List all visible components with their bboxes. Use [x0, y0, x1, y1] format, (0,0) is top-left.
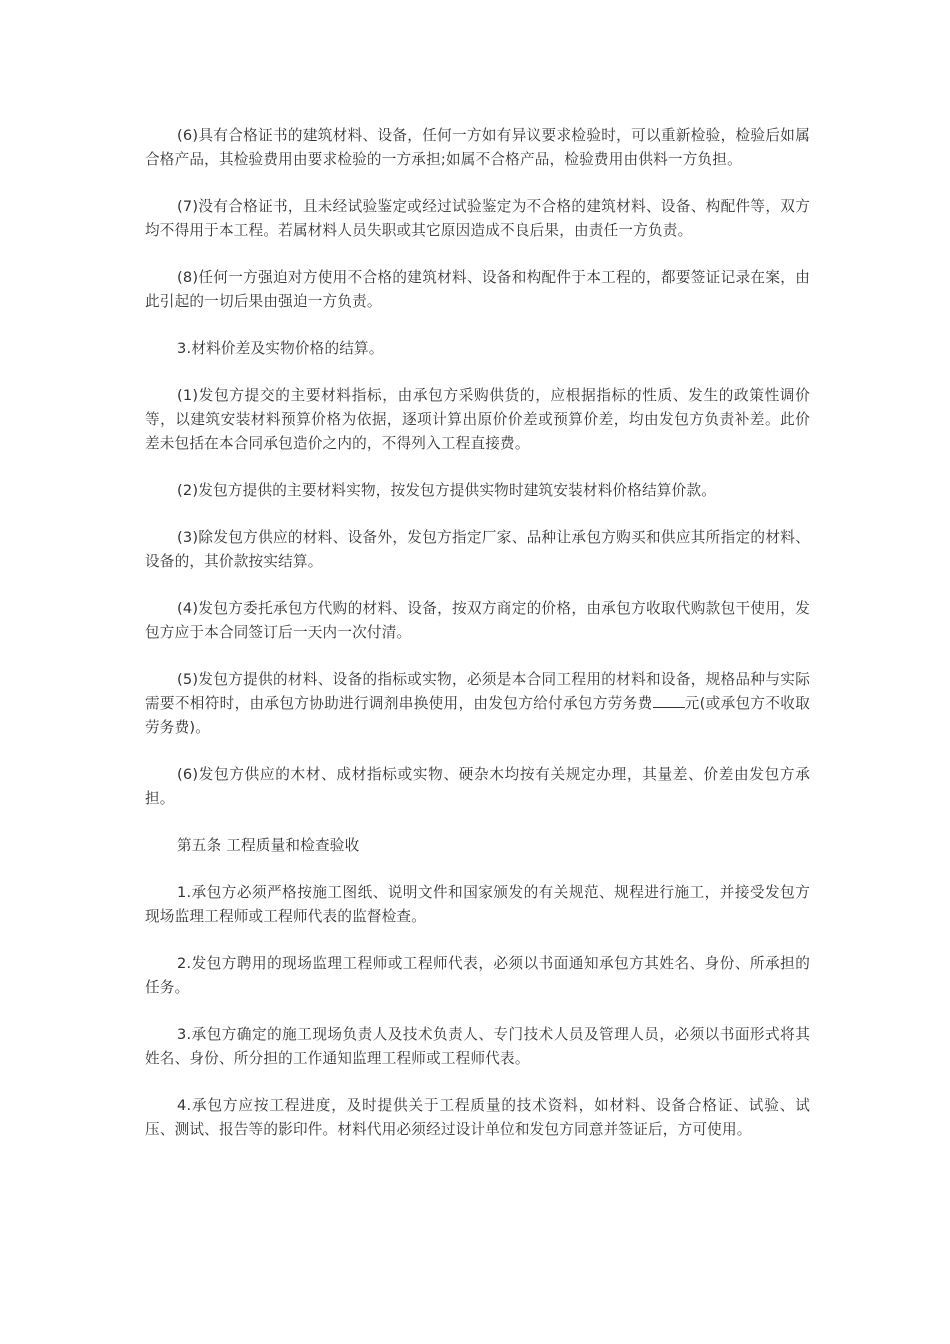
- paragraph-supervising-engineer: 2.发包方聘用的现场监理工程师或工程师代表，必须以书面通知承包方其姓名、身份、所承担的任务。: [145, 955, 810, 996]
- section-heading-price-settlement: 3.材料价差及实物价格的结算。: [177, 340, 384, 357]
- paragraph-timber-supply: (6)发包方供应的木材、成材指标或实物、硬杂木均按有关规定办理，其量差、价差由发包方承担。: [145, 766, 810, 807]
- labor-fee-text-end: 元(或承包方不收取劳务费)。: [145, 695, 810, 736]
- paragraph-construction-standards: 1.承包方必须严格按施工图纸、说明文件和国家颁发的有关规范、规程进行施工，并接受发包方现场监理工程师或工程师代表的监督检查。: [145, 884, 810, 925]
- paragraph-designated-purchase: (3)除发包方供应的材料、设备外，发包方指定厂家、品种让承包方购买和供应其所指定的材料、设备的，其价款按实结算。: [145, 529, 810, 570]
- paragraph-labor-fee: [145, 668, 810, 740]
- paragraph-material-in-kind: (2)发包方提供的主要材料实物，按发包方提供实物时建筑安装材料价格结算价款。: [177, 482, 717, 499]
- fill-in-blank: [653, 693, 685, 708]
- paragraph-forced-use: (8)任何一方强迫对方使用不合格的建筑材料、设备和构配件于本工程的，都要签证记录在案，由此引起的一切后果由强迫一方负责。: [145, 269, 810, 310]
- paragraph-material-cert-inspection: (6)具有合格证书的建筑材料、设备，任何一方如有异议要求检验时，可以重新检验，检验后如属合格产品，其检验费用由要求检验的一方承担;如属不合格产品，检验费用由供料一方负担。: [145, 127, 810, 168]
- article-heading-quality: 第五条 工程质量和检查验收: [177, 837, 360, 854]
- paragraph-technical-documents: 4.承包方应按工程进度，及时提供关于工程质量的技术资料，如材料、设备合格证、试验、试压、测试、报告等的影印件。材料代用必须经过设计单位和发包方同意并签证后，方可使用。: [145, 1097, 810, 1138]
- document-page: [145, 124, 810, 1165]
- paragraph-material-indicators: (1)发包方提交的主要材料指标，由承包方采购供货的，应根据指标的性质、发生的政策性调价等，以建筑安装材料预算价格为依据，逐项计算出原价价差或预算价差，均由发包方负责补差。此价差未包括在本合同承包造价之内的，不得列入工程直接费。: [145, 387, 810, 452]
- labor-fee-text: (5)发包方提供的材料、设备的指标或实物，必须是本合同工程用的材料和设备，规格品种与实际需要不相符时，由承包方协助进行调剂串换使用，由发包方给付承包方劳务费: [145, 671, 810, 712]
- paragraph-site-personnel: 3.承包方确定的施工现场负责人及技术负责人、专门技术人员及管理人员，必须以书面形式将其姓名、身份、所分担的工作通知监理工程师或工程师代表。: [145, 1026, 810, 1067]
- paragraph-entrusted-purchase: (4)发包方委托承包方代购的材料、设备，按双方商定的价格，由承包方收取代购款包干使用，发包方应于本合同签订后一天内一次付清。: [145, 600, 810, 641]
- paragraph-no-cert-materials: (7)没有合格证书，且未经试验鉴定或经过试验鉴定为不合格的建筑材料、设备、构配件等，双方均不得用于本工程。若属材料人员失职或其它原因造成不良后果，由责任一方负责。: [145, 198, 810, 239]
